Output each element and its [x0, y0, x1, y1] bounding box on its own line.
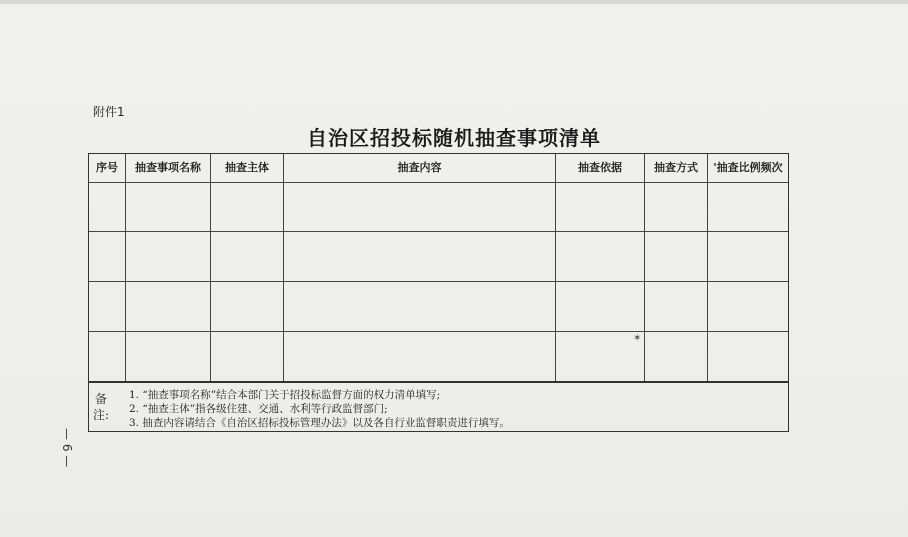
column-divider [283, 154, 284, 382]
column-header: 序号 [96, 161, 118, 174]
column-header: 抽查主体 [225, 161, 269, 174]
column-divider [555, 154, 556, 382]
ink-speck: ✶ [633, 333, 642, 344]
page-number: — 6 — [60, 428, 74, 468]
column-divider [210, 154, 211, 382]
attachment-label: 附件1 [93, 105, 125, 119]
column-header: 抽查内容 [397, 161, 442, 174]
row-divider [89, 231, 788, 232]
notes-label-char: 注: [92, 408, 110, 422]
column-divider [644, 154, 645, 382]
notes-label [93, 382, 109, 432]
note-item: 2. “抽查主体”指各级住建、交通、水利等行政监督部门; [129, 403, 388, 415]
row-divider [89, 281, 788, 282]
column-divider [125, 154, 126, 382]
note-item: 3. 抽查内容请结合《自治区招标投标管理办法》以及各自行业监督职责进行填写。 [129, 417, 510, 429]
column-header: 抽查依据 [578, 161, 622, 174]
column-header: 抽查事项名称 [135, 161, 201, 174]
column-header: '抽查比例频次 [713, 161, 783, 174]
note-item: 1. “抽查事项名称”结合本部门关于招投标监督方面的权力清单填写; [129, 389, 441, 401]
document-title: 自治区招投标随机抽查事项清单 [307, 126, 601, 150]
column-divider [707, 154, 708, 382]
checklist-table [88, 153, 789, 432]
notes-label-char: 备 [94, 392, 107, 406]
column-header: 抽查方式 [654, 161, 698, 174]
row-divider [89, 182, 788, 183]
row-divider [89, 331, 788, 332]
row-divider [89, 381, 788, 383]
